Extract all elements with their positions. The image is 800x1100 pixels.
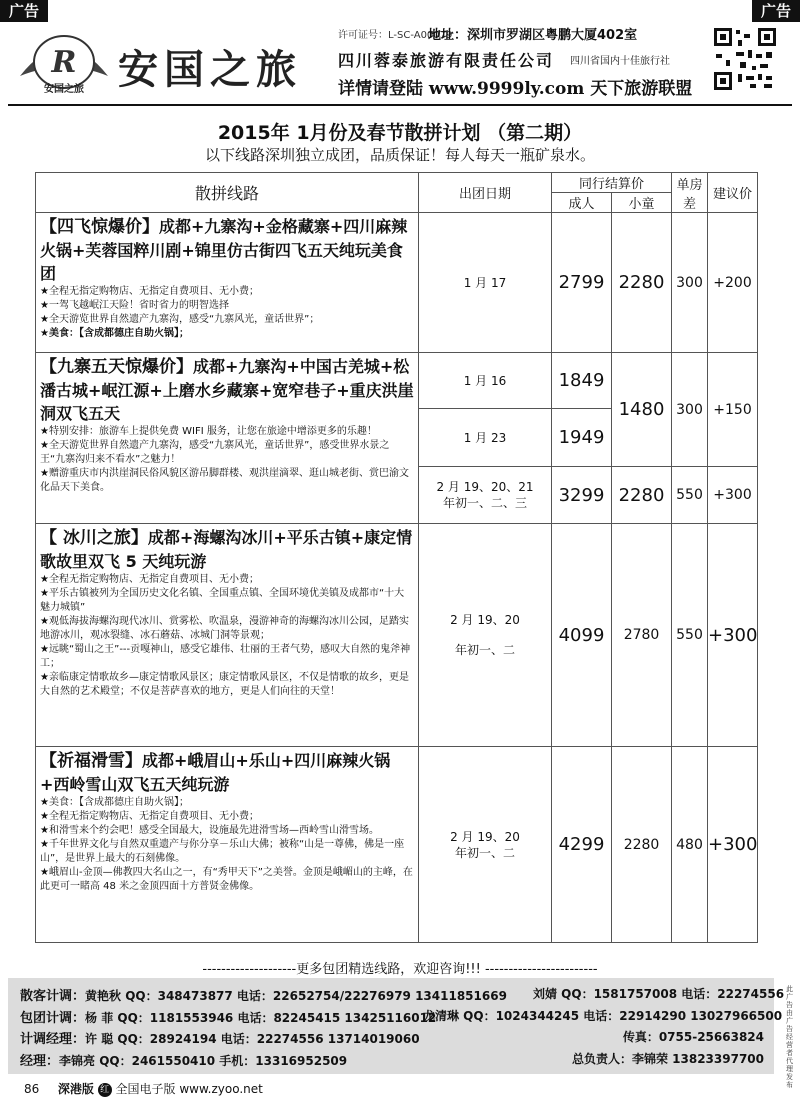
table-row (36, 524, 758, 747)
child-price: 2280 (612, 467, 672, 524)
route-title: 成都+九寨沟+中国古羌城+松潘古城+岷江源+上磨水乡藏寨+宽窄巷子+重庆洪崖洞双飞五天 (40, 357, 414, 423)
company-logo-icon (16, 28, 112, 98)
route-tag: 【 冰川之旅】 (40, 528, 148, 548)
ad-tag-right: 广告 (752, 0, 800, 22)
header-route: 散拼线路 (36, 173, 419, 213)
contact-text: 许 聪 QQ：28924194 电话：22274556 13714019060 (85, 1032, 420, 1046)
route-tag: 【祈福滑雪】 (40, 751, 142, 771)
route-note: ★特别安排：旅游车上提供免费 WIFI 服务，让您在旅途中增添更多的乐趣！ (40, 426, 377, 437)
contact-line (20, 1028, 420, 1047)
date-lunar: 年初一、二 (454, 643, 515, 657)
qr-code-icon (712, 26, 778, 92)
child-price: 2780 (612, 524, 672, 747)
child-price: 2280 (612, 213, 672, 353)
footer-site: 全国电子版 www.zyoo.net (115, 1082, 263, 1096)
date-range: 2 月 19、20 (450, 613, 520, 627)
date-lunar: 年初一、二 (454, 845, 515, 860)
contact-label: 包团计调： (20, 1011, 86, 1026)
table-row (36, 213, 758, 353)
page-footer (24, 1080, 263, 1097)
route-title: 成都+九寨沟+金格藏寨+四川麻辣火锅+芙蓉国粹川剧+锦里仿古街四飞五天纯玩美食团 (40, 217, 408, 283)
route-note: ★千年世界文化与自然双重遗产与你分享－乐山大佛；被称“山是一尊佛，佛是一座山”，是世界上最大的石刻佛像。 (40, 839, 405, 864)
website-line: 详情请登陆 www.9999ly.com 天下旅游联盟 (338, 79, 693, 99)
adult-price: 1949 (552, 409, 612, 467)
page-number: 86 (24, 1082, 40, 1096)
route-note: ★全程无指定购物店、无指定自费项目、无小费； (40, 286, 259, 297)
single-room: 300 (672, 353, 708, 467)
departure-date: 1 月 17 (419, 213, 552, 353)
plan-subtitle: 以下线路深圳独立成团，品质保证！每人每天一瓶矿泉水。 (204, 146, 595, 164)
agent-disclaimer: 此广告由广告经营者代理发布 (786, 985, 793, 1089)
contact-line (20, 985, 507, 1004)
child-price: 2280 (612, 747, 672, 943)
suggested-price: +200 (708, 213, 758, 353)
contact-right: 龙清琳 QQ：1024344245 电话：22914290 13027966500 (423, 1009, 783, 1023)
route-title: 成都+峨眉山+乐山+四川麻辣火锅+西岭雪山双飞五天纯玩游 (40, 751, 391, 794)
route-tag: 【九寨五天惊爆价】 (40, 357, 193, 377)
single-room: 550 (672, 524, 708, 747)
route-note: ★全程无指定购物店、无指定自费项目、无小费； (40, 811, 259, 822)
route-note: ★亲临康定情歌故乡—康定情歌风景区；康定情歌风景区，不仅是情歌的故乡，更是大自然的艺术殿堂；不仅是菩萨喜欢的地方，更是人们向往的天堂！ (40, 672, 409, 697)
contact-line (20, 1050, 347, 1069)
contact-panel (8, 978, 785, 1074)
contact-right: 刘婧 QQ：1581757008 电话：22274556 (533, 987, 785, 1001)
date-lunar: 年初一、二、三 (442, 496, 527, 510)
advertiser-header (8, 22, 792, 106)
plan-title: 2015年 1月份及春节散拼计划 （第二期） (217, 122, 583, 144)
route-cell (36, 353, 419, 524)
contact-line (20, 1007, 436, 1026)
header-date: 出团日期 (419, 173, 552, 213)
contact-right: 传真：0755-25663824 (622, 1030, 764, 1044)
route-note: ★远眺“蜀山之王”---贡嘎神山，感受它雄伟、壮丽的王者气势，感叹大自然的鬼斧神工； (40, 644, 411, 669)
contact-text: 李锦亮 QQ：2461550410 手机：13316952509 (59, 1054, 348, 1068)
route-cell (36, 213, 419, 353)
table-row (36, 353, 758, 409)
header-child: 小童 (612, 193, 672, 213)
route-note: ★和滑雪来个约会吧！感受全国最大，设施最先进滑雪场—西岭雪山滑雪场。 (40, 825, 379, 836)
company-honor: 四川省国内十佳旅行社 (570, 56, 670, 67)
route-note: ★全天游览世界自然遗产九寨沟，感受“九寨风光，童话世界”，感受世界水景之王“九寨沟归来不看水”之魅力！ (40, 440, 390, 465)
contact-label: 经理： (20, 1054, 60, 1069)
route-note: ★美食：【含成都德庄自助火锅】； (40, 328, 189, 339)
adult-price: 3299 (552, 467, 612, 524)
route-note: ★全天游览世界自然遗产九寨沟，感受“九寨风光，童话世界”； (40, 314, 320, 325)
route-note: ★全程无指定购物店、无指定自费项目、无小费； (40, 574, 259, 585)
adult-price: 4099 (552, 524, 612, 747)
contact-right: 总负责人：李锦荣 13823397700 (571, 1052, 764, 1066)
route-price-table (35, 172, 758, 943)
suggested-price: +300 (708, 524, 758, 747)
adult-price: 2799 (552, 213, 612, 353)
edition-name: 深港版 (57, 1082, 94, 1096)
single-room: 550 (672, 467, 708, 524)
route-note: ★观低海拔海螺沟现代冰川、赏雾松、吹温泉，漫游神奇的海螺沟冰川公园，足踏实地游冰川，观冰裂缝、冰石蘑菇、冰城门洞等景观； (40, 616, 409, 641)
route-cell (36, 524, 419, 747)
adult-price: 4299 (552, 747, 612, 943)
route-note: ★峨眉山-金顶—佛教四大名山之一，有“秀甲天下”之美誉。金顶是峨嵋山的主峰，在此更可一睹高 48 米之金顶四面十方普贤金佛像。 (40, 867, 413, 892)
license-number: 许可证号：L-SC-A00079 (338, 30, 453, 41)
header-price-group: 同行结算价 (552, 173, 672, 193)
suggested-price: +300 (708, 467, 758, 524)
suggested-price: +150 (708, 353, 758, 467)
departure-date-range (419, 467, 552, 524)
departure-date-range (419, 524, 552, 747)
route-note: ★一驾飞越岷江天险！省时省力的明智选择 (40, 300, 229, 311)
logo-text: 安国之旅 (44, 84, 84, 95)
date-range: 2 月 19、20 (450, 829, 520, 844)
suggested-price: +300 (708, 747, 758, 943)
child-price: 1480 (612, 353, 672, 467)
adult-price: 1849 (552, 353, 612, 409)
departure-date-range (419, 747, 552, 943)
header-single: 单房差 (672, 173, 708, 213)
ad-tag-left: 广告 (0, 0, 48, 22)
route-note: ★美食：【含成都德庄自助火锅】； (40, 797, 189, 808)
logo-letter: R (51, 45, 77, 80)
route-tag: 【四飞惊爆价】 (40, 217, 159, 237)
route-title: 成都+海螺沟冰川+平乐古镇+康定情歌故里双飞 5 天纯玩游 (40, 528, 413, 571)
contact-label: 计调经理： (20, 1032, 86, 1047)
date-range: 2 月 19、20、21 (436, 480, 534, 494)
header-adult: 成人 (552, 193, 612, 213)
departure-date: 1 月 16 (419, 353, 552, 409)
contact-label: 散客计调： (20, 989, 86, 1004)
contact-text: 杨 菲 QQ：1181553946 电话：82245415 13425116012 (85, 1011, 437, 1025)
more-routes-note: --------------------更多包团精选线路，欢迎咨询!!! ------------------------ (202, 962, 598, 977)
edition-mark-icon: 红 (98, 1083, 112, 1097)
header-suggest: 建议价 (708, 173, 758, 213)
single-room: 300 (672, 213, 708, 353)
company-address: 地址：深圳市罗湖区粤鹏大厦402室 (428, 28, 638, 43)
table-row (36, 747, 758, 943)
single-room: 480 (672, 747, 708, 943)
contact-text: 黄艳秋 QQ：348473877 电话：22652754/22276979 13411851669 (85, 989, 507, 1003)
brand-name: 安国之旅 (118, 46, 302, 93)
route-cell (36, 747, 419, 943)
company-name: 四川蓉泰旅游有限责任公司 (338, 51, 555, 70)
route-note: ★平乐古镇被列为全国历史文化名镇、全国重点镇、全国环境优美镇及成都市“十大魅力城镇” (40, 588, 405, 613)
route-note: ★赠游重庆市内洪崖洞民俗风貌区游吊脚群楼、观洪崖滴翠、逛山城老街、赏巴渝文化品天下美食。 (40, 468, 409, 493)
departure-date: 1 月 23 (419, 409, 552, 467)
